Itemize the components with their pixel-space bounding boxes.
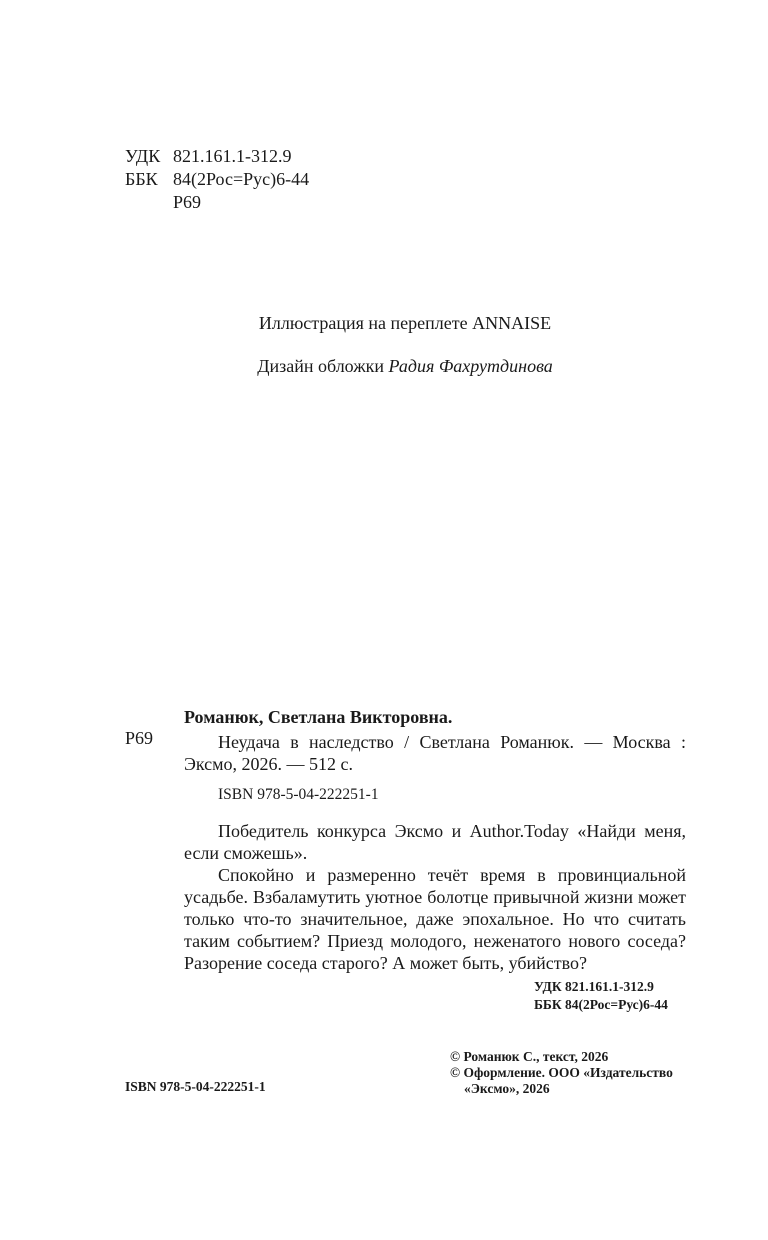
illustration-credit: Иллюстрация на переплете ANNAISE — [258, 313, 552, 333]
author-sign-row — [125, 191, 309, 214]
bottom-bbk: ББК 84(2Рос=Рус)6-44 — [534, 997, 668, 1012]
isbn-bottom: ISBN 978-5-04-222251-1 — [125, 1079, 266, 1094]
author-heading: Романюк, Светлана Викторовна. — [184, 707, 453, 727]
copyright-text: © Романюк С., текст, 2026 — [450, 1049, 609, 1064]
copyright-design: © Оформление. ООО «Издательство — [450, 1065, 673, 1080]
cover-design-credit — [0, 356, 768, 377]
cover-design-prefix: Дизайн обложки — [257, 356, 389, 376]
bbk-row — [125, 168, 309, 191]
bibliographic-record — [184, 731, 686, 775]
udk-row — [125, 145, 309, 168]
author-sign-spacer — [125, 191, 173, 214]
bbk-value: 84(2Рос=Рус)6-44 — [173, 169, 310, 189]
annotation-paragraph-2: Спокойно и размеренно течёт время в провинциальной усадьбе. Взбаламутить уютное болотце привычной жизни может только что-то значительное, даже эпохальное. Но что считать таким событием? Приезд молодого, неженатого нового соседа? Разорение соседа старого? А может быть, убийство? — [184, 865, 686, 973]
copyright-block — [450, 1049, 673, 1097]
record-isbn: ISBN 978-5-04-222251-1 — [218, 786, 379, 803]
bottom-classification-codes — [534, 978, 668, 1014]
side-author-sign: Р69 — [125, 728, 154, 748]
annotation-paragraph-1: Победитель конкурса Эксмо и Author.Today «Найди меня, если сможешь». — [184, 821, 686, 863]
udk-label: УДК — [125, 146, 161, 166]
author-sign: Р69 — [173, 192, 202, 212]
cover-designer-name: Радия Фахрутдинова — [388, 356, 553, 376]
annotation — [184, 820, 686, 974]
bottom-udk: УДК 821.161.1-312.9 — [534, 979, 654, 994]
bbk-label: ББК — [125, 169, 158, 189]
copyright-design-cont: «Эксмо», 2026 — [464, 1081, 550, 1096]
title-line: Неудача в наследство / Светлана Романюк. — Москва : Эксмо, 2026. — 512 с. — [184, 732, 686, 774]
top-classification-codes — [125, 145, 309, 214]
udk-value: 821.161.1-312.9 — [173, 146, 292, 166]
